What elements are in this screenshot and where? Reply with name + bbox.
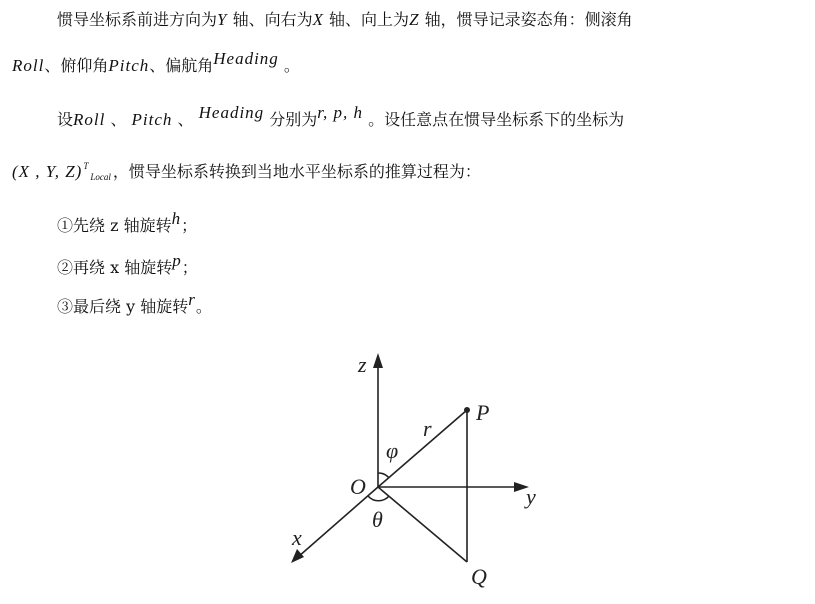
text: 。 <box>195 297 212 316</box>
x-axis <box>298 487 378 557</box>
text: 、 <box>172 110 199 129</box>
math-var: h <box>171 209 182 228</box>
z-arrowhead <box>373 353 383 368</box>
label-theta: θ <box>372 507 383 532</box>
text: ； <box>181 216 198 235</box>
text: ①先绕 z 轴旋转 <box>57 216 172 235</box>
math-coord: (X , Y, Z) <box>12 162 83 181</box>
angle-theta-arc <box>368 496 389 501</box>
text: ； <box>181 258 198 277</box>
math-X: X <box>312 10 324 29</box>
math-pitch: Pitch <box>131 110 173 129</box>
math-Y: Y <box>217 10 228 29</box>
math-sub: Local <box>90 172 111 182</box>
label-O: O <box>350 474 366 499</box>
text: 轴、向上为 <box>323 10 410 29</box>
math-Z: Z <box>409 10 420 29</box>
text: ，惯导坐标系转换到当地水平坐标系的推算过程为： <box>112 162 481 181</box>
text: 轴、向右为 <box>227 10 313 29</box>
angle-phi-arc <box>378 473 389 478</box>
point-P <box>464 407 470 413</box>
text: ②再绕 x 轴旋转 <box>57 258 173 277</box>
text: 、 <box>105 110 132 129</box>
text: 分别为 <box>264 110 318 129</box>
math-vars: r, p, h <box>317 103 363 122</box>
segment-OQ <box>378 487 467 562</box>
math-sup: T <box>83 161 89 171</box>
text: 惯导坐标系前进方向为 <box>57 10 218 29</box>
label-P: P <box>476 400 490 425</box>
text: ③最后绕 y 轴旋转 <box>57 297 189 316</box>
text: 轴，惯导记录姿态角：侧滚角 <box>419 10 633 29</box>
x-arrowhead <box>291 549 304 563</box>
math-pitch: Pitch <box>108 56 150 75</box>
label-Q: Q <box>471 564 487 589</box>
text: 、偏航角 <box>149 56 214 75</box>
text: 。设任意点在惯导坐标系下的坐标为 <box>363 110 625 129</box>
math-var: p <box>172 251 182 270</box>
math-heading: Heading <box>198 103 265 122</box>
math-roll: Roll <box>12 56 45 75</box>
math-var: r <box>188 290 196 309</box>
label-r: r <box>423 416 432 441</box>
label-z: z <box>358 352 367 377</box>
text: 。 <box>278 56 300 75</box>
label-y: y <box>526 484 536 509</box>
label-phi: φ <box>386 438 399 463</box>
label-x: x <box>292 525 302 550</box>
text: 设 <box>57 110 74 129</box>
math-heading: Heading <box>213 49 279 68</box>
math-roll: Roll <box>73 110 106 129</box>
text: 、俯仰角 <box>44 56 109 75</box>
